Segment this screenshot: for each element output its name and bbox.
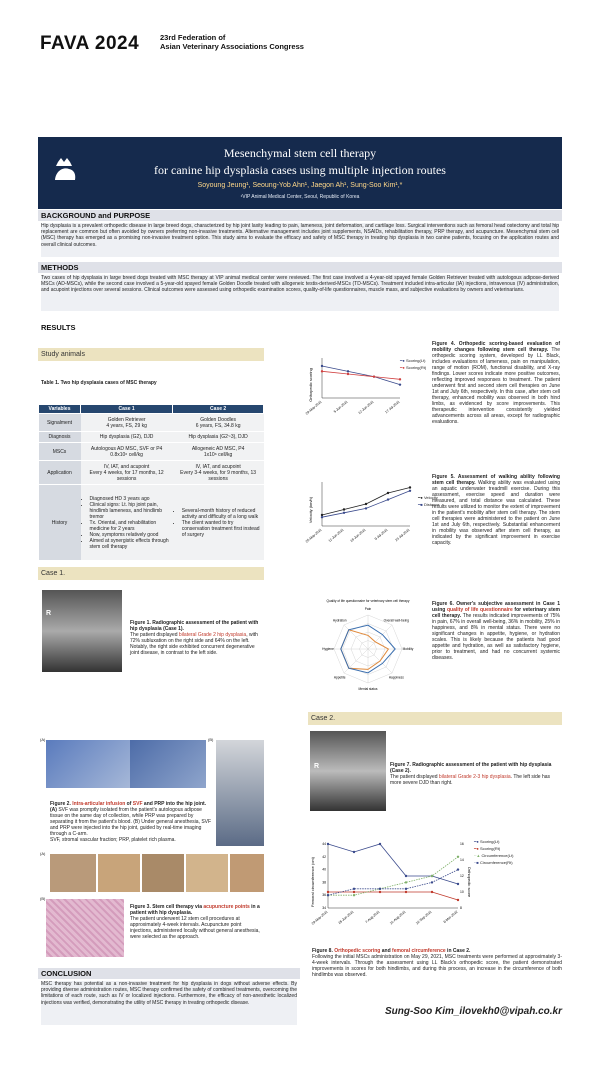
fig3-text: The patient underwent 12 stem cell procedures at approximately 4-week intervals. Acupuncture point injections, administered locally without general anesthesia, were selected as the approach.	[130, 916, 260, 940]
y-tick-label: 36	[322, 893, 326, 898]
radar-axis-label: Mobility	[402, 647, 414, 651]
y2-tick-label: 8	[460, 906, 462, 910]
table-cell: IV, IAT, and acupoint Every 4 weeks, for 17 months, 12 sessions	[81, 461, 173, 485]
table-cell: Autologous AD MSC, SVF or P4 0.8x10⁶ cell/kg	[81, 443, 173, 461]
radar-axis-label: Hygiene	[322, 647, 334, 651]
x-tick-label: 7-Aug-2021	[364, 909, 381, 925]
radar-axis-label: Happiness	[388, 675, 404, 680]
table1-caption: Table 1. Two hip dysplasia cases of MSC therapy	[41, 380, 157, 386]
fig8-legend-item: ━● Scoring(Rt)	[474, 846, 501, 851]
data-point	[347, 373, 349, 375]
x-tick-label: 23-Jul-2021	[394, 527, 411, 543]
results-heading: RESULTS	[41, 323, 76, 332]
y-tick-label: 40	[322, 867, 326, 872]
fig6-t1: Figure 6. Owner's subjective assessment in Case 1 using	[432, 601, 560, 613]
data-point	[379, 888, 381, 890]
fig4-caption	[432, 341, 560, 425]
background-text: Hip dysplasia is a prevalent orthopedic disease in large breed dogs, characterized by hip joint laxity leading to pain, lameness, joint deformation, and cartilage loss. Surgical interventions such as femoral head ostectomy and total hip replacement are common but often avoided by owners preferring non-invasive treatments. Alternative management includes joint supplements, NSAIDs, rehabilitation therapy, PRP therapy, and acupuncture. Mesenchymal stem cell (MSC) therapy has emerged as a promising non-invasive treatment option. This study aims to evaluate the efficacy and safety of MSC therapy in treating hip dysplasia in two canine patients, focusing on the application routes and overall clinical outcomes.	[41, 223, 559, 257]
affiliation: ¹VIP Animal Medical Center, Seoul, Republic of Korea	[240, 194, 360, 200]
case2-xray-image	[310, 731, 386, 811]
fig1-text-post: , with 72% subluxation on the right side and 64% on the left. Notably, the right side exhibited concurrent degenerative joint disease, in contrast to the left side.	[130, 632, 258, 656]
radar-axis-label: Pain	[364, 607, 372, 611]
fig1-text-red: bilateral Grade 2 hip dysplasia	[178, 632, 247, 638]
data-point	[431, 875, 433, 877]
congress-name	[160, 33, 304, 51]
fig5-ylabel: Velocity (km/h)	[308, 496, 313, 524]
fig5-legend-label: Distance	[423, 502, 440, 507]
data-point	[353, 888, 355, 890]
data-point	[399, 383, 401, 385]
fig6-caption	[432, 601, 560, 661]
case1-xray-image	[42, 590, 122, 672]
fig7-text-red: bilateral Grade 2-3 hip dysplasia	[438, 774, 511, 780]
fava-logo: FAVA 2024	[40, 33, 140, 54]
fig2-t1: Figure 2.	[50, 801, 73, 807]
data-point	[431, 881, 433, 883]
fig7-text-post: . The left side has more severe DJD than right.	[390, 774, 551, 786]
table-row	[39, 432, 264, 443]
radar-axis-label: Hydration	[332, 618, 347, 623]
fig3-t1: Figure 3. Stem cell therapy via	[130, 904, 204, 910]
table-header: Variables	[39, 405, 81, 414]
series-line	[328, 870, 458, 896]
xray-r-marker: R	[314, 763, 320, 770]
fig2a-tools-photo	[130, 740, 206, 788]
series-line	[328, 857, 458, 895]
fig4-legend	[400, 357, 426, 371]
fig6-radar-title: Quality of life questionnaire for veterinary stem cell therapy	[326, 599, 410, 603]
radar-axis-label: Mental status	[358, 687, 378, 691]
fig5-caption	[432, 474, 560, 546]
data-point	[373, 375, 375, 377]
data-point	[387, 498, 389, 500]
fig5-title: Figure 5. Assessment of walking ability following stem cell therapy.	[432, 474, 560, 486]
fig3-photo-1	[50, 854, 96, 892]
table-cell	[173, 485, 264, 561]
fig8-legend-label: Circumference(Rt)	[479, 860, 513, 865]
fig8-t3: and	[380, 948, 393, 954]
methods-heading: METHODS	[41, 263, 79, 272]
table-cell: Hip dysplasia (G2), DJD	[81, 432, 173, 443]
table-cell: MSCs	[39, 443, 81, 461]
data-point	[431, 891, 433, 893]
data-point	[365, 507, 367, 509]
authors: Soyoung Jeung¹, Seoung-Yob Ahn¹, Jaegon Ah¹, Sung-Soo Kim¹,*	[197, 182, 403, 189]
data-point	[399, 378, 401, 380]
fig2-abbr: SVF, stromal vascular fraction; PRP, platelet rich plasma.	[50, 837, 176, 843]
series-line	[328, 844, 458, 884]
table-row	[39, 443, 264, 461]
fig3-photo-5	[230, 854, 264, 892]
data-point	[457, 899, 459, 901]
fig2-caption	[50, 801, 214, 843]
data-point	[353, 851, 355, 853]
fig5-chart	[304, 474, 418, 554]
data-point	[457, 883, 459, 885]
fig2-panel-a-label: (A)	[40, 737, 46, 742]
fig6-radar-chart	[312, 597, 424, 693]
fig6-t3: for veterinary stem cell therapy.	[432, 607, 560, 619]
x-tick-label: 5-Jun-2021	[332, 399, 349, 414]
crown-dog-logo-icon	[50, 158, 80, 182]
fig3-photo-4	[186, 854, 228, 892]
fig8-t1: Figure 8.	[312, 948, 335, 954]
fig5-legend-item: ━● Velocity	[418, 495, 438, 500]
table-cell: Allogeneic AD MSC, P4 1x10⁶ cell/kg	[173, 443, 264, 461]
fig2-text: SVF was promptly isolated from the patient's autologous adipose tissue on the same day of collection, while PRP was prepared by separating it from the patient's blood. (B) Under general anesthesia, SVF and PRP were injected into the hip joint, guided by real-time imaging through a C-arm.	[50, 807, 212, 837]
history-item: • Several-month history of reduced activity and difficulty of a long walk	[182, 508, 263, 520]
y-tick-label: 44	[322, 842, 326, 846]
y2-tick-label: 14	[460, 858, 464, 862]
data-point	[457, 856, 459, 858]
methods-text: Two cases of hip dysplasia in large breed dogs treated with MSC therapy at VIP animal medical center were reviewed. The first case involved a 4-year-old spayed female Golden Retriever treated with autologous adipose-derived MSCs (AD-MSCs), while the second case involved a 5-year-old spayed female Golden Doodle treated with allogeneic testis-derived-MSCs (TD-MSCs). Treatment included intra-articular (IA) injections, intravenous (IV) administration, and acupoint injections over several sessions. Clinical outcomes were assessed using orthopedic examination scores, quality-of-life questionnaires, muscle mass, and subjective evaluations by owners and veterinarians.	[41, 275, 559, 311]
fig6-t2: quality of life questionnaire	[446, 607, 513, 613]
data-point	[327, 894, 329, 896]
x-tick-label: 26-Jun-2021	[337, 909, 355, 926]
fig2a-photo	[46, 740, 130, 788]
data-point	[457, 868, 459, 870]
data-point	[409, 486, 411, 488]
data-point	[343, 508, 345, 510]
xray-r-marker: R	[46, 610, 52, 617]
data-point	[405, 891, 407, 893]
data-point	[347, 370, 349, 372]
fig1-text-pre: The patient displayed	[130, 632, 179, 638]
y2-tick-label: 10	[460, 890, 464, 894]
x-tick-label: 29-May-2021	[304, 399, 323, 416]
data-point	[321, 370, 323, 372]
fig2b-carm-photo	[216, 740, 264, 846]
x-tick-label: 9-Jul-2021	[373, 527, 389, 542]
fig7-caption	[390, 762, 562, 786]
fig4-text: The orthopedic scoring system, developed by LL Black, includes evaluations of lameness, pain on manipulation, range of motion (ROM), functional disability, and X-ray findings. Lower scores indicate more positive outcomes, reflecting improved responses to treatment. The patient underwent first and second stem cell therapies on June 1st and July 6th, respectively. In this case, after stem cell therapy, enhanced mobility was observed in both hind limbs, as evidenced by score improvements. This therapeutic intervention consistently yielded advancements across all areas, except for radiographic evaluations.	[432, 347, 560, 425]
fig2-t4: SVF	[132, 801, 143, 807]
y2-tick-label: 12	[460, 874, 464, 878]
fig6-text: The results indicated improvements of 75% in pain, 67% in overall well-being, 36% in mobility, 25% in happiness, and 8% in mental status. There were no significant changes in appetite, hygiene, or hydration scales. This is likely because the patients had good appetite and hydration, as well as satisfactory hygiene, prior to treatment, and had no concurrent systemic diseases.	[432, 613, 560, 661]
series-line	[322, 488, 410, 516]
case2-bar: Case 2.	[308, 712, 562, 725]
fig8-legend-item: ╌■ Circumference(Rt)	[474, 860, 513, 865]
x-tick-label: 6-Mar-2022	[442, 909, 459, 925]
fig3-t2: acupuncture points	[203, 904, 250, 910]
y2-tick-label: 16	[460, 842, 464, 846]
table-cell: Golden Doodles 6 years, FS, 34.8 kg	[173, 414, 264, 432]
congress-line1: 23rd Federation of	[160, 33, 226, 42]
fig8-legend-label: Scoring(Lt)	[479, 839, 500, 844]
fig8-chart	[310, 836, 472, 942]
history-item: • The client wanted to try conservation treatment first instead of surgery	[182, 520, 263, 538]
history-item: • Now, symptoms relatively good	[90, 532, 172, 538]
table-cell: IV, IAT, and acupoint Every 3-4 weeks, for 9 months, 13 sessions	[173, 461, 264, 485]
data-point	[409, 490, 411, 492]
y-tick-label: 34	[322, 906, 326, 910]
congress-line2: Asian Veterinary Associations Congress	[160, 42, 304, 51]
background-heading: BACKGROUND and PURPOSE	[41, 211, 151, 220]
x-tick-label: 29-May-2021	[310, 909, 329, 926]
table-cell: Application	[39, 461, 81, 485]
history-item: • Clinical signs: Lt. hip joint pain, hindlimb lameness, and hindlimb tremor	[90, 502, 172, 520]
fig3-t3: in a patient with hip dysplasia.	[130, 904, 260, 916]
fig8-t2: Orthopedic scoring	[334, 948, 381, 954]
fig8-y2label: Orthopedic score	[467, 866, 472, 898]
series-line	[322, 371, 400, 379]
data-point	[379, 891, 381, 893]
fig4-ylabel: Orthopedic scoring	[308, 368, 313, 402]
y-tick-label: 38	[322, 880, 326, 885]
fig8-legend-label: Scoring(Rt)	[479, 846, 501, 851]
fig4-title: Figure 4. Orthopedic scoring-based evaluation of mobility changes following stem cell therapy.	[432, 341, 560, 353]
data-point	[353, 891, 355, 893]
fig7-text-pre: The patient displayed	[390, 774, 439, 780]
fig3-panel-b-label: (B)	[40, 896, 46, 901]
data-point	[321, 514, 323, 516]
x-tick-label: 18-Jun-2021	[349, 527, 367, 544]
fig8-ylabel: Femoral circumference (cm)	[310, 856, 315, 908]
data-point	[353, 894, 355, 896]
table-cell: Diagnosis	[39, 432, 81, 443]
fig8-legend	[474, 838, 514, 866]
table-cell: Signalment	[39, 414, 81, 432]
history-item: • Aimed at synergistic effects through stem cell therapy	[90, 538, 172, 550]
data-point	[405, 888, 407, 890]
fig5-text: Walking ability was evaluated using an aquatic underwater treadmill exercise. During this assessment, exercise speed and duration were measured, and total distance was calculated. These results were utilized to monitor the extent of improvement in the patient's mobility after stem cell therapy. The stem cell therapies were administered to the patient on June 1st and July 6th, respectively. Substantial enhancement in mobility was observed after stem cell therapy, as indicated by the significant improvement in exercise capacity.	[432, 480, 561, 546]
fig1-caption	[130, 620, 262, 656]
table-row	[39, 414, 264, 432]
fig4-legend-label: Scoring(Lt)	[405, 358, 426, 363]
table-header: Case 2	[173, 405, 264, 414]
fig7-title: Figure 7. Radiographic assessment of the patient with hip dysplasia (Case 2).	[390, 762, 552, 774]
fig2-panel-b-label: (B)	[208, 737, 214, 742]
table-cell: History	[39, 485, 81, 561]
fig3b-microscopy-image	[46, 899, 124, 957]
history-item: • Diagnosed HD 3 years ago	[90, 496, 172, 502]
x-tick-label: 22-Sep-2021	[415, 909, 433, 926]
radar-axis-label: Overall well-being	[383, 618, 409, 623]
fig8-caption	[312, 948, 562, 978]
poster-title-line1: Mesenchymal stem cell therapy	[223, 146, 377, 160]
table-row	[39, 461, 264, 485]
case1-bar: Case 1.	[38, 567, 264, 580]
x-tick-label: 11-Jun-2021	[327, 527, 345, 543]
data-point	[321, 365, 323, 367]
conclusion-text: MSC therapy has potential as a non-invasive treatment for hip dysplasia in dogs without adverse effects. By providing diverse administration routes, MSC therapy confirmed the safety of combined treatments, overcoming the limitations of each route, such as IV or localized injections. Furthermore, the efficacy of non-anesthetic localized injections was verified, demonstrating the utility of MSC therapy in treating orthopedic disease.	[41, 981, 297, 1025]
fig1-title: Figure 1. Radiographic assessment of the patient with hip dysplasia (Case 1).	[130, 620, 259, 632]
poster-title-line2: for canine hip dysplasia cases using multiple injection routes	[154, 163, 446, 177]
table-row	[39, 485, 264, 561]
data-point	[327, 843, 329, 845]
history-item: • Tx. Oriental, and rehabilitation medicine for 2 years	[90, 520, 172, 532]
data-point	[365, 503, 367, 505]
table-cell: Hip dysplasia (G2~3), DJD	[173, 432, 264, 443]
fig8-legend-item: ╌▲ Circumference(Lt)	[474, 853, 514, 858]
data-point	[405, 881, 407, 883]
study-animals-bar: Study animals	[38, 348, 264, 361]
signature: Sung-Soo Kim_ilovekh0@vipah.co.kr	[384, 1006, 562, 1017]
series-line	[328, 892, 458, 900]
fig4-legend-label: Scoring(Rt)	[405, 365, 427, 370]
table-cell	[81, 485, 173, 561]
fig8-legend-item: ━● Scoring(Lt)	[474, 839, 500, 844]
fig3-panel-a-label: (A)	[40, 851, 46, 856]
study-table	[38, 404, 264, 561]
fig3-photo-2	[98, 854, 140, 892]
y-tick-label: 42	[322, 854, 326, 859]
x-tick-label: 17-Jul-2021	[384, 399, 401, 415]
data-point	[379, 843, 381, 845]
conclusion-heading: CONCLUSION	[41, 969, 92, 978]
table-header: Case 1	[81, 405, 173, 414]
radar-axis-label: Appetite	[333, 675, 346, 680]
fig4-legend-item: ━● Scoring(Lt)	[400, 358, 426, 363]
data-point	[405, 875, 407, 877]
data-point	[327, 891, 329, 893]
data-point	[321, 516, 323, 518]
fig4-legend-item: ━● Scoring(Rt)	[400, 365, 427, 370]
fig3-photo-3	[142, 854, 184, 892]
fig8-t4: femoral circumference	[392, 948, 446, 954]
fig8-t5: in Case 2.	[445, 948, 471, 954]
fig8-legend-label: Circumference(Lt)	[481, 853, 514, 858]
data-point	[387, 492, 389, 494]
fig2-t5: and PRP into the hip joint. (A)	[50, 801, 207, 813]
fig2-t2: Intra-articular infusion	[72, 801, 126, 807]
x-tick-label: 12-Jun-2021	[357, 399, 375, 416]
methods-header-bar	[38, 262, 562, 273]
table-cell: Golden Retriever 4 years, FS, 29 kg	[81, 414, 173, 432]
fig3-caption	[130, 904, 264, 940]
fig8-text: Following the initial MSCs administration on May 29, 2021, MSC treatments were performed at approximately 3-4-week intervals. Through the assessment using LL Black's orthopedic score, the patient demonstrated improvements in scores for both hindlimbs, and during this process, an increase in the circumference of both hindlimbs was observed.	[312, 954, 562, 978]
fig2-t3: of	[125, 801, 133, 807]
fig5-legend-item: ━■ Distance	[418, 502, 440, 507]
data-point	[343, 512, 345, 514]
x-tick-label: 21-Aug-2021	[389, 909, 407, 926]
fig4-chart	[304, 352, 404, 418]
x-tick-label: 25-May-2021	[304, 527, 323, 544]
fig5-legend-label: Velocity	[423, 495, 438, 500]
